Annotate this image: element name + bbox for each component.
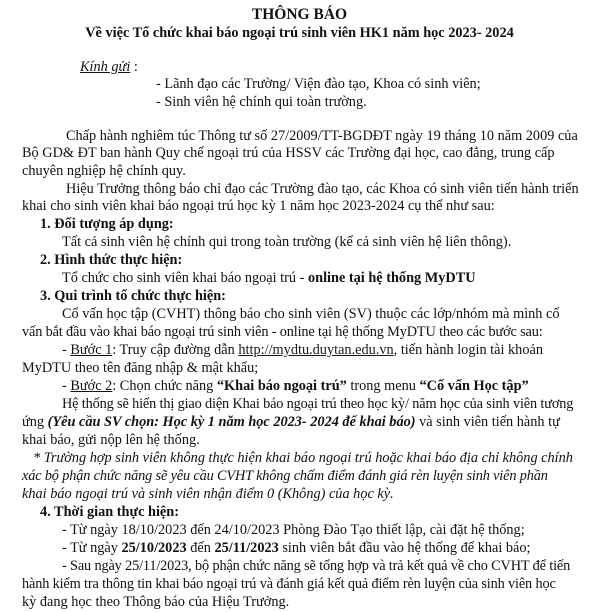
document-title: THÔNG BÁO [251, 6, 348, 23]
intro-line: khai cho sinh viên khai báo ngoại trú học kỳ 1 năm học 2023-2024 cụ thể như sau: [22, 198, 495, 214]
document-subtitle: Về việc Tổ chức khai báo ngoại trú sinh viên HK1 năm học 2023- 2024 [85, 25, 514, 41]
timeline-item-continuation: hành kiểm tra thông tin khai báo ngoại trú và đánh giá kết quả điểm rèn luyện của sinh viên học [22, 576, 556, 592]
step-2-text-mid: trong menu [346, 378, 420, 394]
step-2-menu: “Cố vấn Học tập” [419, 378, 529, 394]
timeline-item-mid: đến [186, 540, 215, 556]
intro-line: Bộ GD& ĐT ban hành Quy chế ngoại trú của HSSV các Trường đại học, cao đẳng, trung cấp [22, 145, 555, 161]
section-3-body-line: vấn bắt đầu vào khai báo ngoại trú sinh viên - online tại hệ thống MyDTU theo các bước sau: [22, 324, 543, 340]
recipient-item: - Lãnh đạo các Trường/ Viện đào tạo, Khoa có sinh viên; [156, 76, 481, 92]
note-line: xác bộ phận chức năng sẽ yêu cầu CVHT không chấm điểm đánh giá rèn luyện sinh viên phần [22, 468, 548, 484]
system-line-2 [22, 414, 560, 432]
step-2-text: : Chọn chức năng [112, 378, 217, 394]
section-1-body: Tất cả sinh viên hệ chính qui trong toàn trường (kể cả sinh viên hệ liên thông). [62, 234, 512, 250]
note-line: khai báo ngoại trú và sinh viên nhận điểm 0 (Không) của học kỳ. [22, 486, 394, 502]
timeline-item [62, 540, 531, 558]
recipients-label: Kính gửi [80, 59, 131, 75]
end-date: 25/11/2023 [214, 540, 279, 556]
recipients-colon: : [133, 59, 138, 75]
timeline-item-prefix: - Từ ngày [62, 540, 122, 556]
step-1-dash: - [62, 342, 71, 358]
step-2-dash: - [62, 378, 71, 394]
timeline-item-continuation: kỳ đang học theo Thông báo của Hiệu Trưởng. [22, 594, 290, 610]
step-2-menu-item: “Khai báo ngoại trú” [216, 378, 347, 394]
section-2-body-prefix: Tổ chức cho sinh viên khai báo ngoại trú - [62, 270, 308, 286]
recipients-label-line [80, 59, 138, 77]
timeline-item: - Sau ngày 25/11/2023, bộ phận chức năng sẽ tổng hợp và trả kết quả về cho CVHT để tiến [62, 558, 571, 574]
system-line: Hệ thống sẽ hiển thị giao diện Khai báo ngoại trú theo học kỳ/ năm học của sinh viên tương [62, 396, 574, 412]
mydtu-link[interactable]: http://mydtu.duytan.edu.vn [238, 342, 394, 358]
step-1-text-after: , tiến hành login tài khoản [393, 342, 543, 358]
step-2-line [62, 378, 529, 396]
step-1-label: Bước 1 [70, 342, 113, 358]
step-1-line-2: MyDTU theo tên đăng nhập & mật khẩu; [22, 360, 259, 376]
section-2-heading: 2. Hình thức thực hiện: [40, 252, 183, 268]
recipient-item: - Sinh viên hệ chính qui toàn trường. [156, 94, 367, 110]
start-date: 25/10/2023 [121, 540, 187, 556]
timeline-item-suffix: sinh viên bắt đầu vào hệ thống để khai báo; [278, 540, 531, 556]
section-3-heading: 3. Qui trình tổ chức thực hiện: [40, 288, 226, 304]
intro-line: Hiệu Trưởng thông báo chỉ đạo các Trường đào tạo, các Khoa có sinh viên tiến hành triển [66, 181, 579, 197]
step-2-label: Bước 2 [70, 378, 113, 394]
section-3-body-line: Cố vấn học tập (CVHT) thông báo cho sinh viên (SV) thuộc các lớp/nhóm mà mình cố [62, 306, 560, 322]
step-1-text: : Truy cập đường dẫn [112, 342, 239, 358]
intro-line: Chấp hành nghiêm túc Thông tư số 27/2009/TT-BGDĐT ngày 19 tháng 10 năm 2009 của [66, 128, 578, 144]
system-line-2-suffix: và sinh viên tiến hành tự [415, 414, 560, 430]
section-2-body-bold: online tại hệ thống MyDTU [307, 270, 476, 286]
system-line-2-prefix: ứng [22, 414, 48, 430]
note-line: * Trường hợp sinh viên không thực hiện khai báo ngoại trú hoặc khai báo địa chỉ không chính [33, 450, 573, 466]
timeline-item: - Từ ngày 18/10/2023 đến 24/10/2023 Phòng Đào Tạo thiết lập, cài đặt hệ thống; [62, 522, 525, 538]
step-1-line [62, 342, 543, 360]
intro-line: chuyên nghiệp hệ chính quy. [22, 163, 186, 179]
section-4-heading: 4. Thời gian thực hiện: [40, 504, 179, 520]
semester-requirement: (Yêu cầu SV chọn: Học kỳ 1 năm học 2023- 2024 để khai báo) [47, 414, 416, 430]
system-line: khai báo, gửi nộp lên hệ thống. [22, 432, 200, 448]
section-2-body [62, 270, 476, 288]
section-1-heading: 1. Đối tượng áp dụng: [40, 216, 174, 232]
